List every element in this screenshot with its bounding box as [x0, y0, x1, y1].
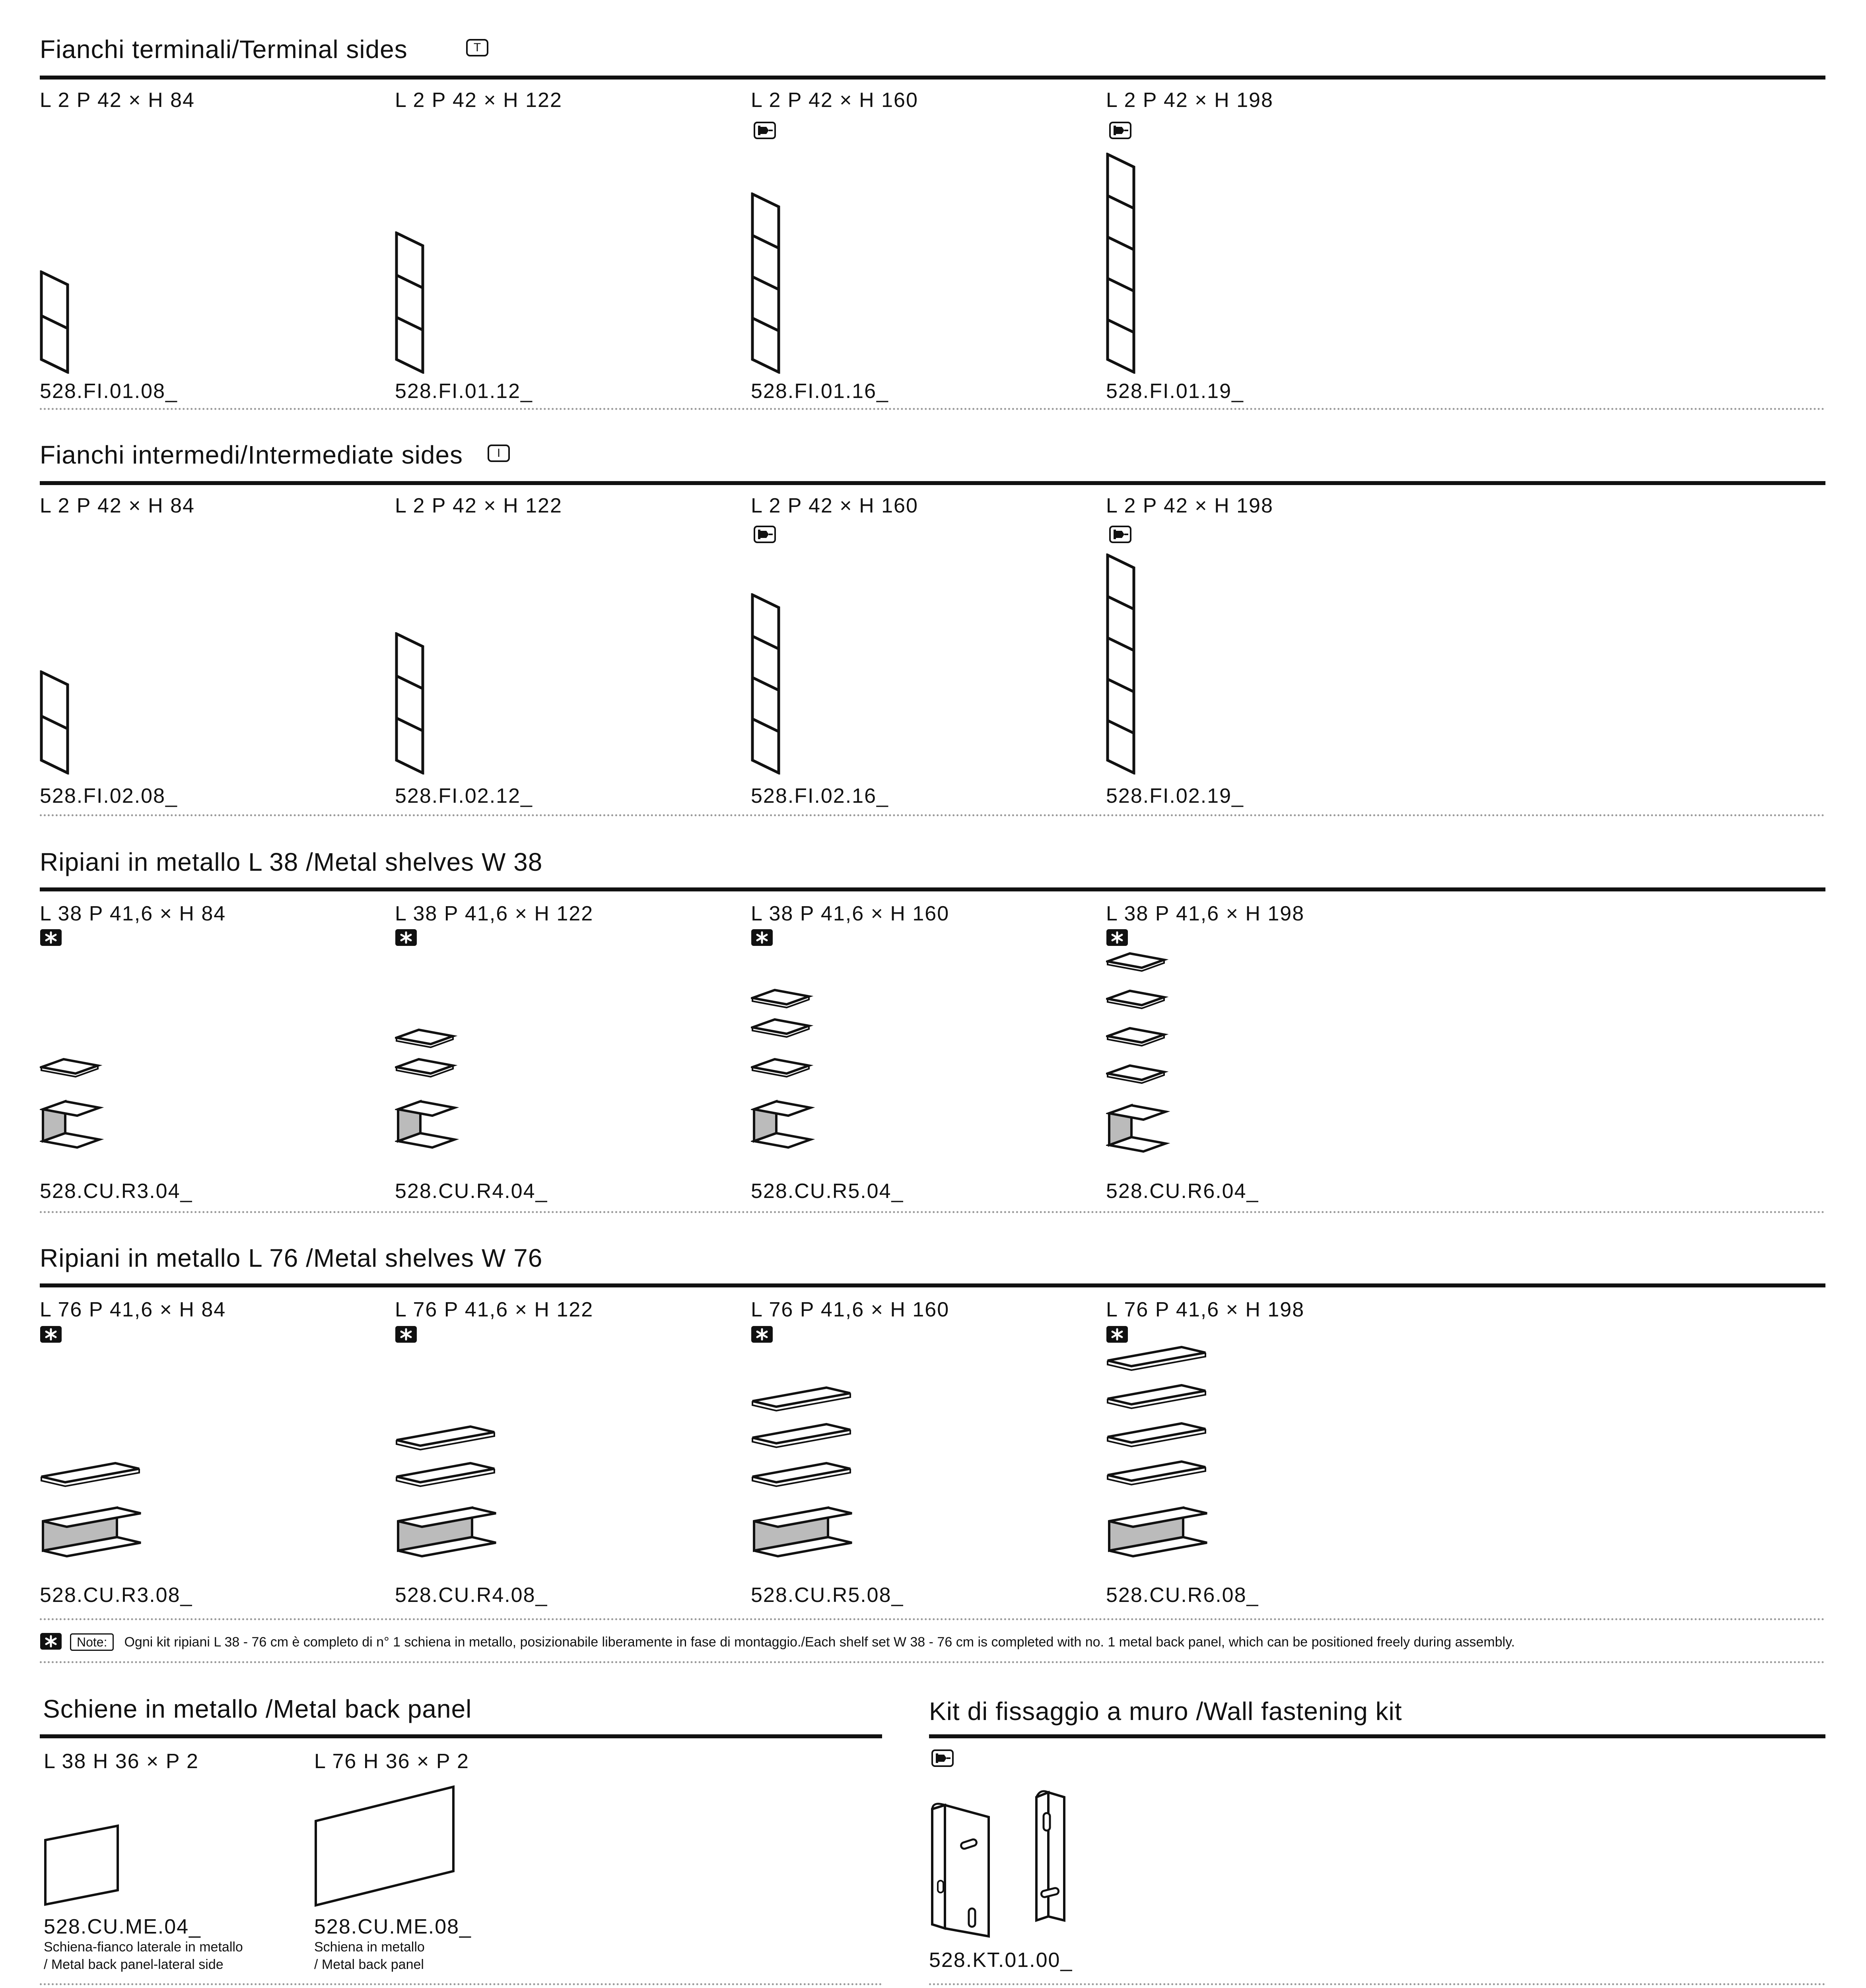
section-title-back-panel: Schiene in metallo /Metal back panel [43, 1695, 472, 1723]
dimension-label: L 2 P 42 × H 122 [395, 89, 562, 112]
article-code: 528.FI.02.16_ [751, 784, 889, 808]
article-code: 528.FI.01.16_ [751, 380, 889, 403]
side-panel-drawing [1106, 553, 1138, 775]
asterisk-icon [751, 1326, 773, 1343]
section-rule [40, 481, 1825, 485]
note-label: Note: [70, 1633, 114, 1651]
article-code: 528.CU.R3.08_ [40, 1584, 193, 1607]
section-rule [40, 76, 1825, 80]
shelf-set-drawing [751, 988, 818, 1161]
section-rule [40, 1734, 882, 1738]
wall-fix-icon [931, 1749, 954, 1767]
asterisk-icon [395, 1326, 417, 1343]
dotted-divider [40, 408, 1825, 410]
side-panel-drawing [395, 632, 427, 775]
side-panel-drawing [395, 231, 427, 374]
side-panel-drawing [1106, 153, 1138, 374]
article-code: 528.CU.R4.04_ [395, 1180, 548, 1203]
dimension-label: L 2 P 42 × H 84 [40, 89, 195, 112]
dimension-label: L 38 P 41,6 × H 122 [395, 902, 594, 925]
article-code: 528.FI.01.08_ [40, 380, 178, 403]
dotted-divider [40, 1211, 1825, 1213]
article-desc: / Metal back panel-lateral side [44, 1957, 224, 1972]
terminal-badge: T [466, 39, 488, 56]
article-code: 528.KT.01.00_ [929, 1949, 1073, 1972]
dotted-divider [40, 814, 1825, 816]
dimension-label: L 38 P 41,6 × H 198 [1106, 902, 1305, 925]
section-title-terminal: Fianchi terminali/Terminal sides [40, 35, 408, 64]
dimension-label: L 76 P 41,6 × H 122 [395, 1298, 594, 1321]
article-code: 528.CU.R5.08_ [751, 1584, 904, 1607]
section-title-intermediate: Fianchi intermedi/Intermediate sides [40, 441, 463, 469]
shelf-note [70, 1633, 1515, 1651]
asterisk-icon [395, 929, 417, 946]
dotted-divider [40, 1618, 1825, 1620]
article-code: 528.CU.ME.08_ [314, 1915, 472, 1938]
section-title-wall-kit: Kit di fissaggio a muro /Wall fastening kit [929, 1697, 1402, 1726]
article-desc: / Metal back panel [314, 1957, 424, 1972]
shelf-set-drawing [1106, 952, 1174, 1161]
article-code: 528.FI.01.12_ [395, 380, 533, 403]
article-code: 528.CU.R3.04_ [40, 1180, 193, 1203]
section-title-shelves-76: Ripiani in metallo L 76 /Metal shelves W 76 [40, 1244, 543, 1272]
shelf-set-drawing [751, 1386, 854, 1566]
wall-bracket-drawing [929, 1789, 1072, 1940]
wall-fix-icon [754, 526, 776, 543]
dimension-label: L 2 P 42 × H 84 [40, 494, 195, 517]
shelf-set-drawing [40, 1462, 143, 1566]
dimension-label: L 2 P 42 × H 198 [1106, 494, 1273, 517]
shelf-set-drawing [395, 1425, 498, 1566]
article-desc: Schiena in metallo [314, 1939, 425, 1955]
section-rule [929, 1734, 1825, 1738]
side-panel-drawing [751, 593, 783, 775]
asterisk-icon [751, 929, 773, 946]
article-desc: Schiena-fianco laterale in metallo [44, 1939, 243, 1955]
side-panel-drawing [40, 670, 72, 775]
dimension-label: L 38 H 36 × P 2 [44, 1750, 199, 1773]
dimension-label: L 38 P 41,6 × H 84 [40, 902, 226, 925]
article-code: 528.FI.02.19_ [1106, 784, 1244, 808]
shelf-set-drawing [40, 1058, 107, 1161]
section-title-shelves-38: Ripiani in metallo L 38 /Metal shelves W 38 [40, 848, 543, 876]
dimension-label: L 76 P 41,6 × H 198 [1106, 1298, 1305, 1321]
dimension-label: L 76 P 41,6 × H 84 [40, 1298, 226, 1321]
shelf-set-drawing [1106, 1345, 1209, 1566]
wall-fix-icon [1109, 526, 1131, 543]
wall-fix-icon [1109, 122, 1131, 139]
article-code: 528.CU.R5.04_ [751, 1180, 904, 1203]
asterisk-icon [1106, 929, 1128, 946]
dimension-label: L 2 P 42 × H 160 [751, 89, 918, 112]
asterisk-icon [40, 1326, 62, 1343]
article-code: 528.FI.02.12_ [395, 784, 533, 808]
dimension-label: L 2 P 42 × H 122 [395, 494, 562, 517]
note-text: Ogni kit ripiani L 38 - 76 cm è completo di n° 1 schiena in metallo, posizionabile liberamente in fase di montaggio./Each shelf set W 38 - 76 cm is completed with no. 1 metal back panel, which can be positioned freely during assembly. [124, 1635, 1515, 1650]
asterisk-icon [40, 929, 62, 946]
section-rule [40, 1283, 1825, 1287]
dotted-divider [40, 1983, 882, 1985]
article-code: 528.FI.02.08_ [40, 784, 178, 808]
back-panel-drawing [44, 1824, 123, 1908]
article-code: 528.CU.R6.04_ [1106, 1180, 1259, 1203]
dimension-label: L 2 P 42 × H 160 [751, 494, 918, 517]
dimension-label: L 38 P 41,6 × H 160 [751, 902, 950, 925]
article-code: 528.CU.R6.08_ [1106, 1584, 1259, 1607]
article-code: 528.CU.R4.08_ [395, 1584, 548, 1607]
dotted-divider [40, 1661, 1825, 1663]
shelf-set-drawing [395, 1028, 463, 1161]
section-rule [40, 887, 1825, 891]
side-panel-drawing [751, 192, 783, 374]
article-code: 528.CU.ME.04_ [44, 1915, 201, 1938]
dimension-label: L 76 P 41,6 × H 160 [751, 1298, 950, 1321]
back-panel-drawing [314, 1785, 457, 1908]
asterisk-icon [1106, 1326, 1128, 1343]
wall-fix-icon [754, 122, 776, 139]
dotted-divider [929, 1983, 1825, 1985]
dimension-label: L 2 P 42 × H 198 [1106, 89, 1273, 112]
asterisk-icon [40, 1633, 62, 1650]
side-panel-drawing [40, 270, 72, 374]
intermediate-badge: I [488, 445, 510, 462]
dimension-label: L 76 H 36 × P 2 [314, 1750, 469, 1773]
article-code: 528.FI.01.19_ [1106, 380, 1244, 403]
